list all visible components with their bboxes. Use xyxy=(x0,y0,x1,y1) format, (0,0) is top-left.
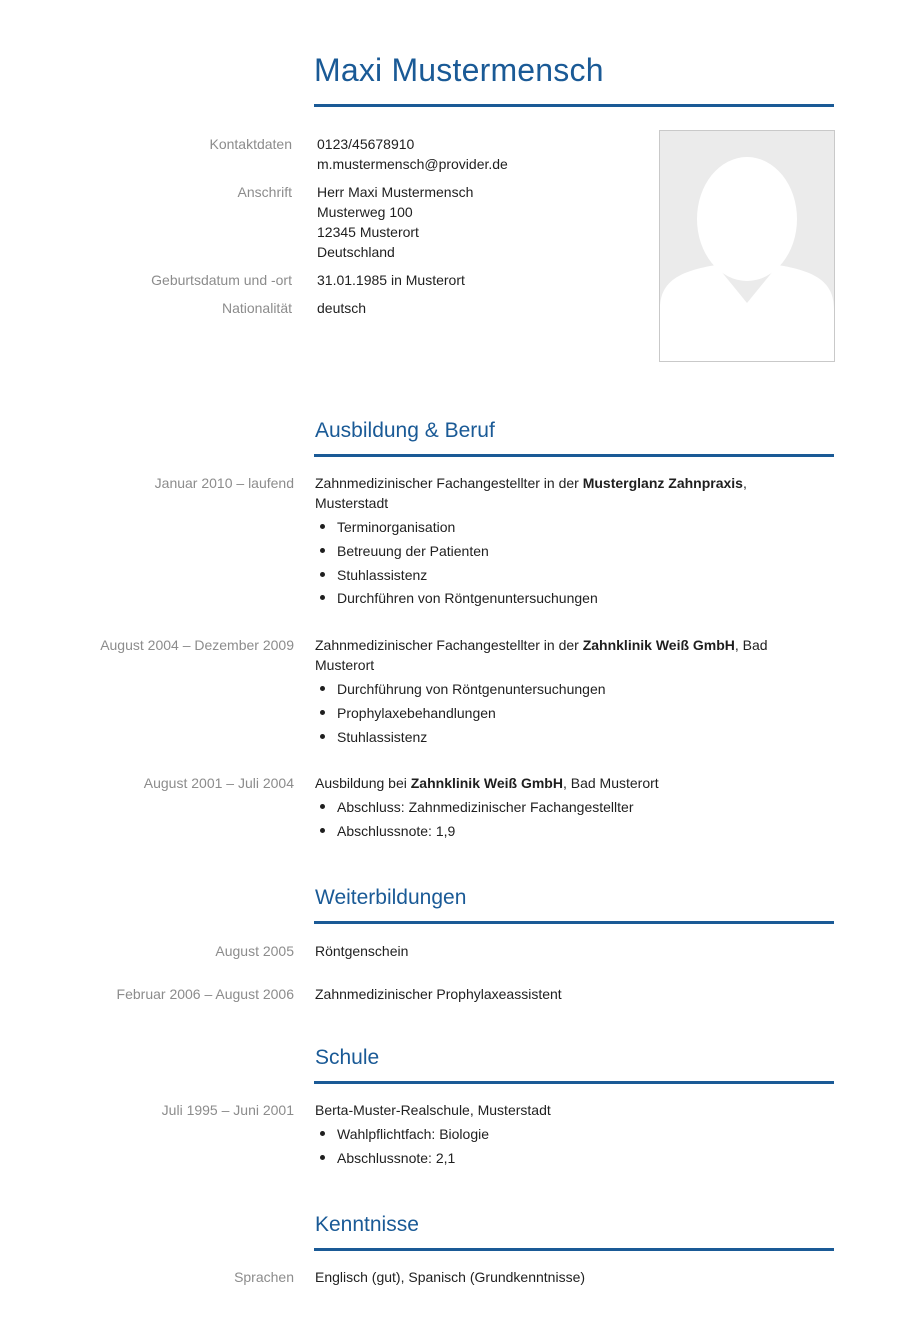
entry-content xyxy=(315,773,785,845)
entry-list xyxy=(315,1124,785,1168)
entry-location: , Musterstadt xyxy=(315,475,747,511)
section-rule xyxy=(314,921,834,924)
entry-date: August 2001 – Juli 2004 xyxy=(143,775,294,791)
geburt-value: 31.01.1985 in Musterort xyxy=(317,272,465,288)
person-silhouette-icon xyxy=(660,131,834,361)
section-title-schule: Schule xyxy=(315,1046,380,1069)
entry-list xyxy=(315,517,785,608)
address-line: Deutschland xyxy=(317,244,395,260)
entry-title: Berta-Muster-Realschule, Musterstadt xyxy=(315,1102,551,1118)
page-title: Maxi Mustermensch xyxy=(314,52,604,88)
list-item: Abschlussnote: 1,9 xyxy=(315,821,785,841)
sprachen-value: Englisch (gut), Spanisch (Grundkenntnisse) xyxy=(315,1269,586,1285)
nationalitaet-value: deutsch xyxy=(317,300,367,316)
entry-title xyxy=(315,635,785,675)
entry-location: , Bad Musterort xyxy=(315,637,768,673)
sprachen-label: Sprachen xyxy=(234,1269,294,1285)
title-rule xyxy=(314,104,834,107)
list-item: Stuhlassistenz xyxy=(315,727,785,747)
geburt-label: Geburtsdatum und -ort xyxy=(151,272,292,288)
list-item: Terminorganisation xyxy=(315,517,785,537)
entry-content xyxy=(315,473,785,612)
list-item: Durchführung von Röntgenuntersuchungen xyxy=(315,679,785,699)
entry-list xyxy=(315,797,785,841)
entry-title xyxy=(315,473,785,513)
kontakt-label: Kontaktdaten xyxy=(209,136,292,152)
list-item: Prophylaxebehandlungen xyxy=(315,703,785,723)
section-title-kenntnisse: Kenntnisse xyxy=(315,1213,419,1236)
section-title-weiterbildungen: Weiterbildungen xyxy=(315,886,467,909)
list-item: Durchführen von Röntgenuntersuchungen xyxy=(315,588,785,608)
address-line: 12345 Musterort xyxy=(317,224,419,240)
entry-title-text: Ausbildung bei xyxy=(315,775,411,791)
entry-location: , Bad Musterort xyxy=(562,775,659,791)
entry-employer: Musterglanz Zahnpraxis xyxy=(582,475,743,491)
entry-employer: Zahnklinik Weiß GmbH xyxy=(410,775,563,791)
entry-list xyxy=(315,679,785,747)
entry-title-text: Zahnmedizinischer Fachangestellter in der xyxy=(315,475,583,491)
section-title-ausbildung: Ausbildung & Beruf xyxy=(315,419,495,442)
anschrift-label: Anschrift xyxy=(237,184,292,200)
list-item: Abschlussnote: 2,1 xyxy=(315,1148,785,1168)
entry-employer: Zahnklinik Weiß GmbH xyxy=(582,637,735,653)
contact-email: m.mustermensch@provider.de xyxy=(317,156,508,172)
profile-photo xyxy=(659,130,835,362)
section-rule xyxy=(314,1081,834,1084)
entry-title: Zahnmedizinischer Prophylaxeassistent xyxy=(315,986,562,1002)
entry-date: Januar 2010 – laufend xyxy=(154,475,294,491)
entry-content xyxy=(315,635,785,750)
address-line: Musterweg 100 xyxy=(317,204,413,220)
entry-title: Röntgenschein xyxy=(315,943,409,959)
list-item: Abschluss: Zahnmedizinischer Fachangestellter xyxy=(315,797,785,817)
entry-date: Juli 1995 – Juni 2001 xyxy=(161,1102,294,1118)
list-item: Betreuung der Patienten xyxy=(315,541,785,561)
entry-content xyxy=(315,1100,785,1172)
entry-title xyxy=(315,773,785,793)
address-line: Herr Maxi Mustermensch xyxy=(317,184,474,200)
list-item: Stuhlassistenz xyxy=(315,565,785,585)
contact-phone: 0123/45678910 xyxy=(317,136,415,152)
entry-date: August 2005 xyxy=(215,943,294,959)
entry-title-text: Zahnmedizinischer Fachangestellter in der xyxy=(315,637,583,653)
entry-date: Februar 2006 – August 2006 xyxy=(116,986,294,1002)
entry-date: August 2004 – Dezember 2009 xyxy=(100,637,294,653)
nationalitaet-label: Nationalität xyxy=(221,300,292,316)
section-rule xyxy=(314,1248,834,1251)
section-rule xyxy=(314,454,834,457)
list-item: Wahlpflichtfach: Biologie xyxy=(315,1124,785,1144)
